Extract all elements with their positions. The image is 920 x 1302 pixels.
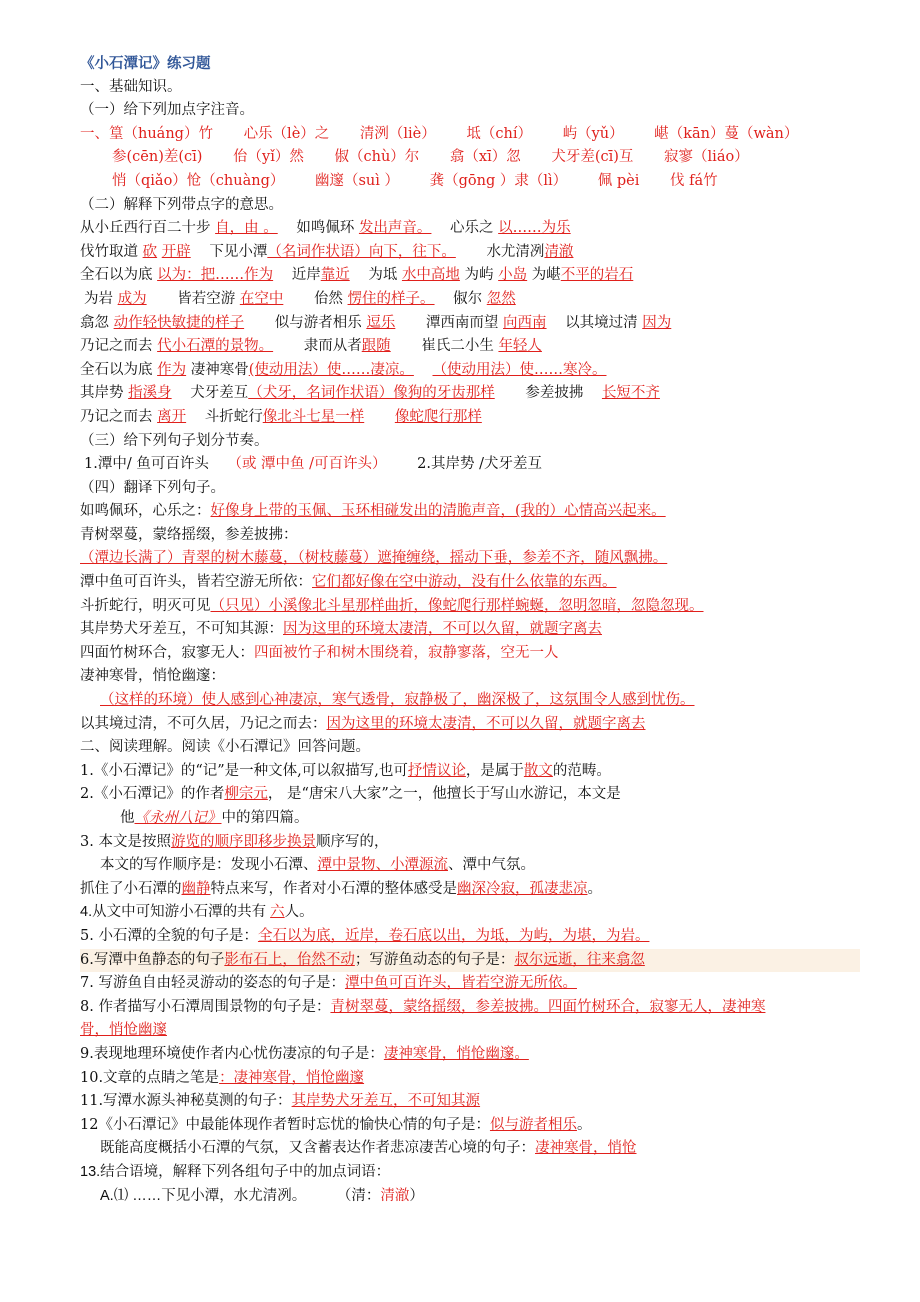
question-text: 12《小石潭记》中最能体现作者暂时忘忧的愉快心情的句子是：	[80, 1116, 490, 1133]
question-row: 13.结合语境，解释下列各组句子中的加点词语：	[80, 1163, 391, 1180]
word-prompt: 翕忽	[80, 314, 109, 331]
section-heading: 一、基础知识。	[80, 78, 182, 95]
answer: 年轻人	[498, 338, 542, 355]
answer: 《永州八记》	[134, 810, 222, 826]
word-prompt: 凄神寒骨	[190, 361, 249, 378]
answer: 其岸势犬牙差互，不可知其源	[291, 1093, 481, 1110]
pinyin-item: 坻（chí）	[466, 125, 532, 142]
translation: 因为这里的环境太凄清，不可以久留，就题字离去	[283, 621, 602, 638]
answer: 自，由 。	[215, 220, 278, 237]
rhythm-question: 2.其岸势 /犬牙差互	[417, 456, 543, 473]
answer: 像北斗七星一样	[262, 408, 365, 425]
subsection-heading: （四）翻译下列句子。	[80, 479, 225, 496]
pinyin-row	[80, 123, 860, 147]
answer: 开辟	[161, 243, 191, 260]
word-prompt: 崔氏二小生	[421, 338, 494, 355]
word-prompt: 佁然	[313, 290, 343, 307]
word-prompt: 为岩	[84, 290, 113, 307]
answer: 不平的岩石	[560, 267, 634, 284]
sentence: 如鸣佩环，心乐之：	[80, 503, 211, 520]
question-text: 11.写潭水源头神秘莫测的句子：	[80, 1093, 292, 1110]
pinyin-item: 一、篁（huáng）竹	[80, 125, 213, 142]
question-text: 。	[576, 1116, 592, 1133]
question-row	[80, 925, 860, 949]
question-text: 他	[120, 810, 135, 826]
explain-row	[80, 264, 860, 288]
question-text: 10.文章的点睛之笔是	[80, 1069, 220, 1086]
answer: 凄神寒骨，悄怆幽邃。	[383, 1045, 529, 1062]
question-row	[80, 760, 860, 784]
answer: （犬牙，名词作状语）像狗的牙齿那样	[248, 385, 495, 402]
question-text: 。	[587, 880, 602, 897]
question-row	[80, 1067, 860, 1091]
question-text: 4.从文中可知游小石潭的共有	[80, 904, 267, 921]
answer: 小潭源流	[390, 857, 448, 874]
question-text: 6.写潭中鱼静态的句子	[80, 951, 225, 968]
pinyin-item: 俶（chù）尔	[334, 149, 420, 166]
pinyin-item: 嵁（kān）蔓（wàn）	[654, 125, 799, 142]
answer: 以为：把……作为	[157, 267, 274, 284]
question-text: 2.《小石潭记》的作者	[80, 786, 225, 803]
question-row	[80, 1185, 860, 1209]
question-text: ，是属于	[465, 762, 524, 779]
subsection-heading: （一）给下列加点字注音。	[80, 102, 254, 119]
sentence: 斗折蛇行，明灭可见	[80, 597, 211, 614]
explain-row	[80, 335, 860, 359]
answer: 成为	[117, 290, 147, 307]
question-text: 中的第四篇。	[221, 810, 309, 826]
explain-row	[80, 359, 860, 383]
explain-row	[80, 406, 860, 430]
question-text: 的范畴。	[552, 762, 611, 779]
question-row	[80, 831, 860, 855]
word-prompt: 以其境过清	[565, 314, 638, 331]
pinyin-row	[80, 170, 860, 194]
answer: 全石以为底，近岸，卷石底以出，为坻，为屿，为堪，为岩。	[257, 927, 650, 944]
answer: 散文	[523, 762, 553, 779]
rhythm-row	[80, 453, 860, 477]
question-text: 抓住了小石潭的	[80, 880, 182, 897]
translate-row: 青树翠蔓，蒙络摇缀，参差披拂：	[80, 526, 298, 543]
explain-row	[80, 288, 860, 312]
question-row	[80, 783, 860, 807]
question-text: 8. 作者描写小石潭周围景物的句子是：	[80, 998, 331, 1015]
pinyin-item: 龚（gōng ）隶（lì）	[429, 172, 568, 189]
answer: 动作轻快敏捷的样子	[113, 314, 245, 331]
question-text: 特点来写，作者对小石潭的整体感受是	[210, 880, 457, 897]
answer: （使动用法）使……寒冷。	[432, 361, 607, 378]
pinyin-item: 犬牙差(cī)互	[551, 149, 634, 166]
answer: 逗乐	[366, 314, 396, 331]
word-prompt: 参差披拂	[525, 385, 584, 402]
question-text: ；写游鱼动态的句子是：	[354, 951, 515, 968]
pinyin-item: 清洌（liè）	[359, 125, 436, 142]
answer: 发出声音。	[358, 220, 432, 237]
word-prompt: 俶尔	[453, 290, 483, 307]
question-text: 顺序写的，	[315, 833, 389, 850]
question-text: 1.《小石潭记》的“记”是一种文体,可以叙描写,也可	[80, 762, 408, 779]
pinyin-item: 伐 fá竹	[669, 172, 718, 189]
answer: ：凄神寒骨，悄怆幽邃	[219, 1069, 365, 1086]
question-row	[80, 972, 860, 996]
translate-row	[80, 500, 860, 524]
answer: 忽然	[486, 290, 516, 307]
answer: 清澈	[544, 243, 574, 260]
question-row	[80, 996, 860, 1020]
answer: 愣住的样子。	[347, 290, 435, 307]
answer: 指溪身	[128, 385, 172, 402]
answer: 叔尔远逝，往来翕忽	[514, 951, 645, 968]
word-prompt: 为屿	[464, 267, 494, 284]
answer: 作为	[157, 361, 187, 378]
word-prompt: 其岸势	[80, 385, 124, 402]
question-text: 3. 本文是按照	[80, 833, 171, 850]
word-prompt: 皆若空游	[177, 290, 236, 307]
sentence: 潭中鱼可百许头，皆若空游无所依：	[80, 574, 312, 591]
answer: 、	[375, 857, 390, 874]
word-prompt: 斗折蛇行	[204, 408, 263, 425]
page-title: 《小石潭记》练习题	[80, 55, 211, 72]
translate-row: 凄神寒骨，悄怆幽邃：	[80, 668, 225, 685]
word-prompt: 近岸	[291, 267, 321, 284]
rhythm-answer: （或 潭中鱼 /可百许头）	[227, 456, 387, 473]
answer: 小岛	[498, 267, 528, 284]
translate-row	[80, 713, 860, 737]
explain-row	[80, 382, 860, 406]
question-text: ， 是“唐宋八大家”之一，他擅长于写山水游记，本文是	[267, 786, 621, 803]
word-prompt: 潭西南而望	[425, 314, 499, 331]
question-row	[80, 854, 860, 878]
answer: 以……为乐	[498, 220, 571, 237]
pinyin-item: 屿（yǔ）	[562, 125, 624, 142]
translation: 因为这里的环境太凄清，不可以久留，就题字离去	[326, 715, 646, 732]
word-prompt: 犬牙差互	[190, 385, 249, 402]
question-text: 人。	[284, 904, 314, 921]
answer: 靠近	[320, 267, 350, 284]
pinyin-item: 参(cēn)差(cī)	[112, 149, 203, 166]
answer: 向西南	[503, 314, 547, 331]
translate-row	[80, 571, 860, 595]
question-row	[80, 1114, 860, 1138]
answer: 幽静	[181, 880, 211, 897]
word-prompt: 伐竹取道	[80, 243, 138, 260]
answer: 水中高地	[401, 267, 460, 284]
question-text: 9.表现地理环境使作者内心忧伤凄凉的句子是：	[80, 1045, 384, 1062]
answer: （名词作状语）向下，往下。	[267, 243, 456, 260]
translation: （只见）小溪像北斗星那样曲折，像蛇爬行那样蜿蜒，忽明忽暗，忽隐忽现。	[210, 597, 704, 614]
answer: 六	[270, 904, 285, 921]
answer: 代小石潭的景物。	[157, 338, 274, 355]
word-prompt: 为坻	[368, 267, 398, 284]
pinyin-item: 悄（qiǎo）怆（chuàng）	[112, 172, 285, 189]
question-row	[80, 1019, 860, 1043]
worksheet	[80, 52, 860, 1208]
word-prompt: 为嵁	[531, 267, 561, 284]
sentence: 以其境过清，不可久居，乃记之而去：	[80, 715, 327, 732]
answer: 似与游者相乐	[489, 1116, 577, 1133]
question-row	[80, 901, 860, 925]
pinyin-item: 翕（xī）忽	[449, 149, 521, 166]
translation: 四面被竹子和树木围绕着，寂静寥落，空无一人	[254, 644, 559, 661]
answer: 青树翠蔓，蒙络摇缀，参差披拂。四面竹树环合，寂寥无人，凄神寒	[330, 998, 766, 1015]
answer: 凄神寒骨，悄怆	[535, 1140, 637, 1157]
sentence: 其岸势犬牙差互，不可知其源：	[80, 621, 283, 638]
translation: 它们都好像在空中游动，没有什么依靠的东西。	[312, 574, 617, 591]
answer: 影布石上，佁然不动	[224, 951, 355, 968]
question-row	[80, 1137, 860, 1161]
question-row	[80, 1090, 860, 1114]
answer: 抒情议论	[407, 762, 466, 779]
question-row	[80, 1043, 860, 1067]
answer: 离开	[157, 408, 187, 425]
question-text: 、潭中气氛。	[448, 857, 535, 874]
translate-row	[80, 618, 860, 642]
question-text: 5. 小石潭的全貌的句子是：	[80, 927, 258, 944]
pinyin-item: 心乐（lè）之	[243, 125, 330, 142]
question-row	[80, 807, 860, 831]
translation: （这样的环境）使人感到心神凄凉，寒气透骨，寂静极了，幽深极了，这氛围令人感到忧伤。	[100, 692, 695, 709]
pinyin-item: 寂寥（liáo）	[664, 149, 749, 166]
question-text: （清：	[336, 1187, 381, 1204]
word-prompt: 隶而从者	[303, 338, 362, 355]
translate-row	[80, 642, 860, 666]
word-prompt: 心乐之	[450, 220, 494, 237]
answer: 幽深冷寂，孤凄悲凉	[457, 880, 588, 897]
pinyin-row	[80, 146, 860, 170]
explain-row	[80, 312, 860, 336]
word-prompt: 似与游者相乐	[274, 314, 362, 331]
pinyin-item: 佩 pèi	[597, 172, 640, 189]
answer: 潭中景物	[317, 857, 376, 874]
answer: 清澈	[380, 1187, 410, 1204]
answer: 骨，悄怆幽邃	[80, 1022, 167, 1039]
answer: 游览的顺序即移步换景	[170, 833, 316, 850]
question-text: ）	[409, 1187, 424, 1204]
question-text: A.⑴ ……下见小潭，水尤清冽。	[100, 1187, 307, 1204]
word-prompt: 乃记之而去	[80, 338, 153, 355]
answer: 潭中鱼可百许头，皆若空游无所依。	[344, 975, 577, 992]
word-prompt: 从小丘西行百二十步	[80, 220, 211, 237]
word-prompt: 如鸣佩环	[296, 220, 355, 237]
translation: 好像身上带的玉佩、玉环相碰发出的清脆声音，(我的）心情高兴起来。	[210, 503, 666, 520]
answer: 砍	[142, 243, 158, 260]
sentence: 四面竹树环合，寂寥无人：	[80, 644, 254, 661]
pinyin-item: 幽邃（suì ）	[314, 172, 399, 189]
pinyin-item: 佁（yǐ）然	[233, 149, 304, 166]
translation: （潭边长满了）青翠的树木藤蔓，（树枝藤蔓）遮掩缠绕，摇动下垂，参差不齐，随风飘拂。	[80, 550, 668, 567]
answer: 像蛇爬行那样	[394, 408, 482, 425]
word-prompt: 水尤清冽	[486, 243, 545, 260]
answer: 跟随	[361, 338, 391, 355]
word-prompt: 乃记之而去	[80, 408, 153, 425]
answer: 柳宗元	[224, 786, 268, 803]
word-prompt: 下见小潭	[209, 243, 268, 260]
answer: 在空中	[239, 290, 284, 307]
word-prompt: 全石以为底	[80, 267, 153, 284]
answer: 长短不齐	[601, 385, 660, 402]
answer: (使动用法）使……凄凉。	[248, 361, 414, 378]
rhythm-question: 1.潭中/ 鱼可百许头	[84, 456, 209, 473]
subsection-heading: （二）解释下列带点字的意思。	[80, 196, 283, 213]
question-row	[80, 949, 860, 973]
explain-row	[80, 217, 860, 241]
explain-row	[80, 241, 860, 265]
question-row	[80, 878, 860, 902]
question-text: 既能高度概括小石潭的气氛，又含蓄表达作者悲凉凄苦心境的句子：	[100, 1140, 535, 1157]
question-text: 7. 写游鱼自由轻灵游动的姿态的句子是：	[80, 975, 345, 992]
translate-row	[80, 595, 860, 619]
section-heading: 二、阅读理解。阅读《小石潭记》回答问题。	[80, 739, 370, 756]
question-text: 本文的写作顺序是：发现小石潭、	[100, 857, 318, 874]
answer: 因为	[642, 314, 672, 331]
subsection-heading: （三）给下列句子划分节奏。	[80, 432, 269, 449]
word-prompt: 全石以为底	[80, 361, 153, 378]
